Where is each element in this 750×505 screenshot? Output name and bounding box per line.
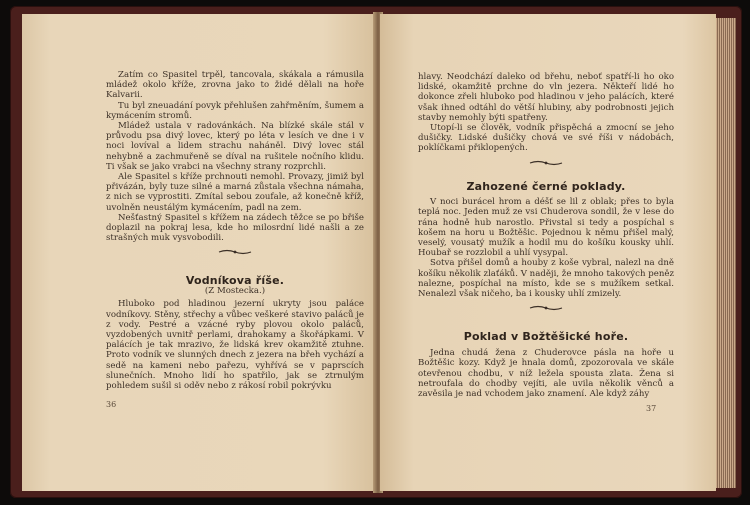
right-bottom-text xyxy=(418,332,674,399)
left-bottom-text xyxy=(106,276,364,391)
right-top-text xyxy=(418,72,674,172)
right-page xyxy=(380,14,716,491)
section-heading: Zahozené černé poklady. xyxy=(466,180,626,193)
left-top-text xyxy=(106,70,364,261)
left-page xyxy=(22,14,376,491)
section-heading: Vodníkova říše. xyxy=(185,274,285,287)
paragraph: Zatím co Spasitel trpěl, tancovala, skákala a rámusila mládež okolo kříže, zrovna jako to židé dělali na hoře Kalvarii. xyxy=(106,70,364,101)
page-edges xyxy=(716,18,736,488)
paragraph: Jedna chudá žena z Chuderovce pásla na hoře u Božtěšic kozy. Když je hnala domů, zpozorovala ve skále otevřenou chodbu, v níž ležela spousta zlata. Žena si netroufala do chodby vejíti, ale uvila několik věnců a zavěsila je nad vchodem jako znamení. Ale když záhy xyxy=(418,348,674,400)
paragraph: V noci burácel hrom a déšť se lil z oblak; přes to byla teplá noc. Jeden muž ze vsi Chuderova sondil, že v lese do rána hodně hub narostlo. Přivstal si tedy a pospíchal s košem na horu u Božtěšic. Pojednou k němu přišel malý, veselý, vousatý mužík a hodil mu do košíku kousky uhlí. Houbař se rozzlobil a uhlí vysypal. xyxy=(418,197,674,259)
paragraph: hlavy. Neodchází daleko od břehu, neboť spatří-li ho oko lidské, okamžitě prchne do vln jezera. Někteří lidé ho dokonce zřeli hluboko pod hladinou v jeho palácích, které však ihned odtáhl do větší hlubiny, aby podrobnosti jejich stavby nemohly býti spatřeny. xyxy=(418,72,674,123)
right-middle-text xyxy=(418,182,674,317)
paragraph: Sotva přišel domů a houby z koše vybral, nalezl na dně košíku několik zlaťáků. V naději, že mnoho takových peněz nalezne, pospíchal na místo, kde se s mužíkem setkal. Nenalezl však ničeho, ba i kousky uhlí zmizely. xyxy=(418,258,674,300)
ornament-divider xyxy=(529,305,563,311)
paragraph: Nešťastný Spasitel s křížem na zádech těžce se po břiše doplazil na pokraj lesa, kde ho milosrdní lidé našli a ze strašných muk vysvobodili. xyxy=(106,212,364,244)
section-heading: Poklad v Božtěšické hoře. xyxy=(463,330,629,343)
page-number: 37 xyxy=(646,404,657,413)
ornament-divider xyxy=(218,249,252,255)
page-number: 36 xyxy=(106,400,117,409)
ornament-divider xyxy=(529,160,563,166)
section-subheading: (Z Mostecka.) xyxy=(204,286,266,297)
paragraph: Tu byl zneuadání povyk přehlušen zahřměním, šumem a kymácením stromů. xyxy=(106,100,364,121)
paragraph: Mládež ustala v radovánkách. Na blízké skále stál v průvodu psa divý lovec, který po léta v lesích ve dne i v noci lovíval a lidem strachu naháněl. Divý lovec stál nehybně a zachmuřeně se díval na rušitele nočního klidu. Ti však se jako vrabci na všechny strany rozprchli. xyxy=(106,121,364,172)
paragraph: Ale Spasitel s kříže prchnouti nemohl. Provazy, jimiž byl přivázán, byly tuze silné a marná zůstala všechna námaha, z nich se vyprostiti. Zmítal sebou zoufale, až konečně kříž, uvolněn neustálým kymácením, padl na zem. xyxy=(106,172,364,213)
paragraph: Hluboko pod hladinou jezerní ukryty jsou paláce vodníkovy. Stěny, střechy a vůbec veškeré stavivo paláců je z vody. Pestré a vzácné ryby plovou okolo paláců, vyzdobených uvnitř perlami, drahokamy a škořápkami. V palácích je tak mrazivo, že lidská krev okamžitě ztuhne. Proto vodník ve slunných dnech z jezera na břeh vychází a sedě na kameni nebo pařezu, vyhřívá se v paprscích slunečních. Mnoho lidí ho spatřilo, jak se ztrnulým pohledem sušil si oděv nebo z rákosí robil pokrývku xyxy=(106,299,364,392)
paragraph: Utopí-li se člověk, vodník přispěchá a zmocní se jeho dušičky. Lidské dušičky chová ve své říši v nádobách, poklíčkami přiklopených. xyxy=(418,123,674,154)
